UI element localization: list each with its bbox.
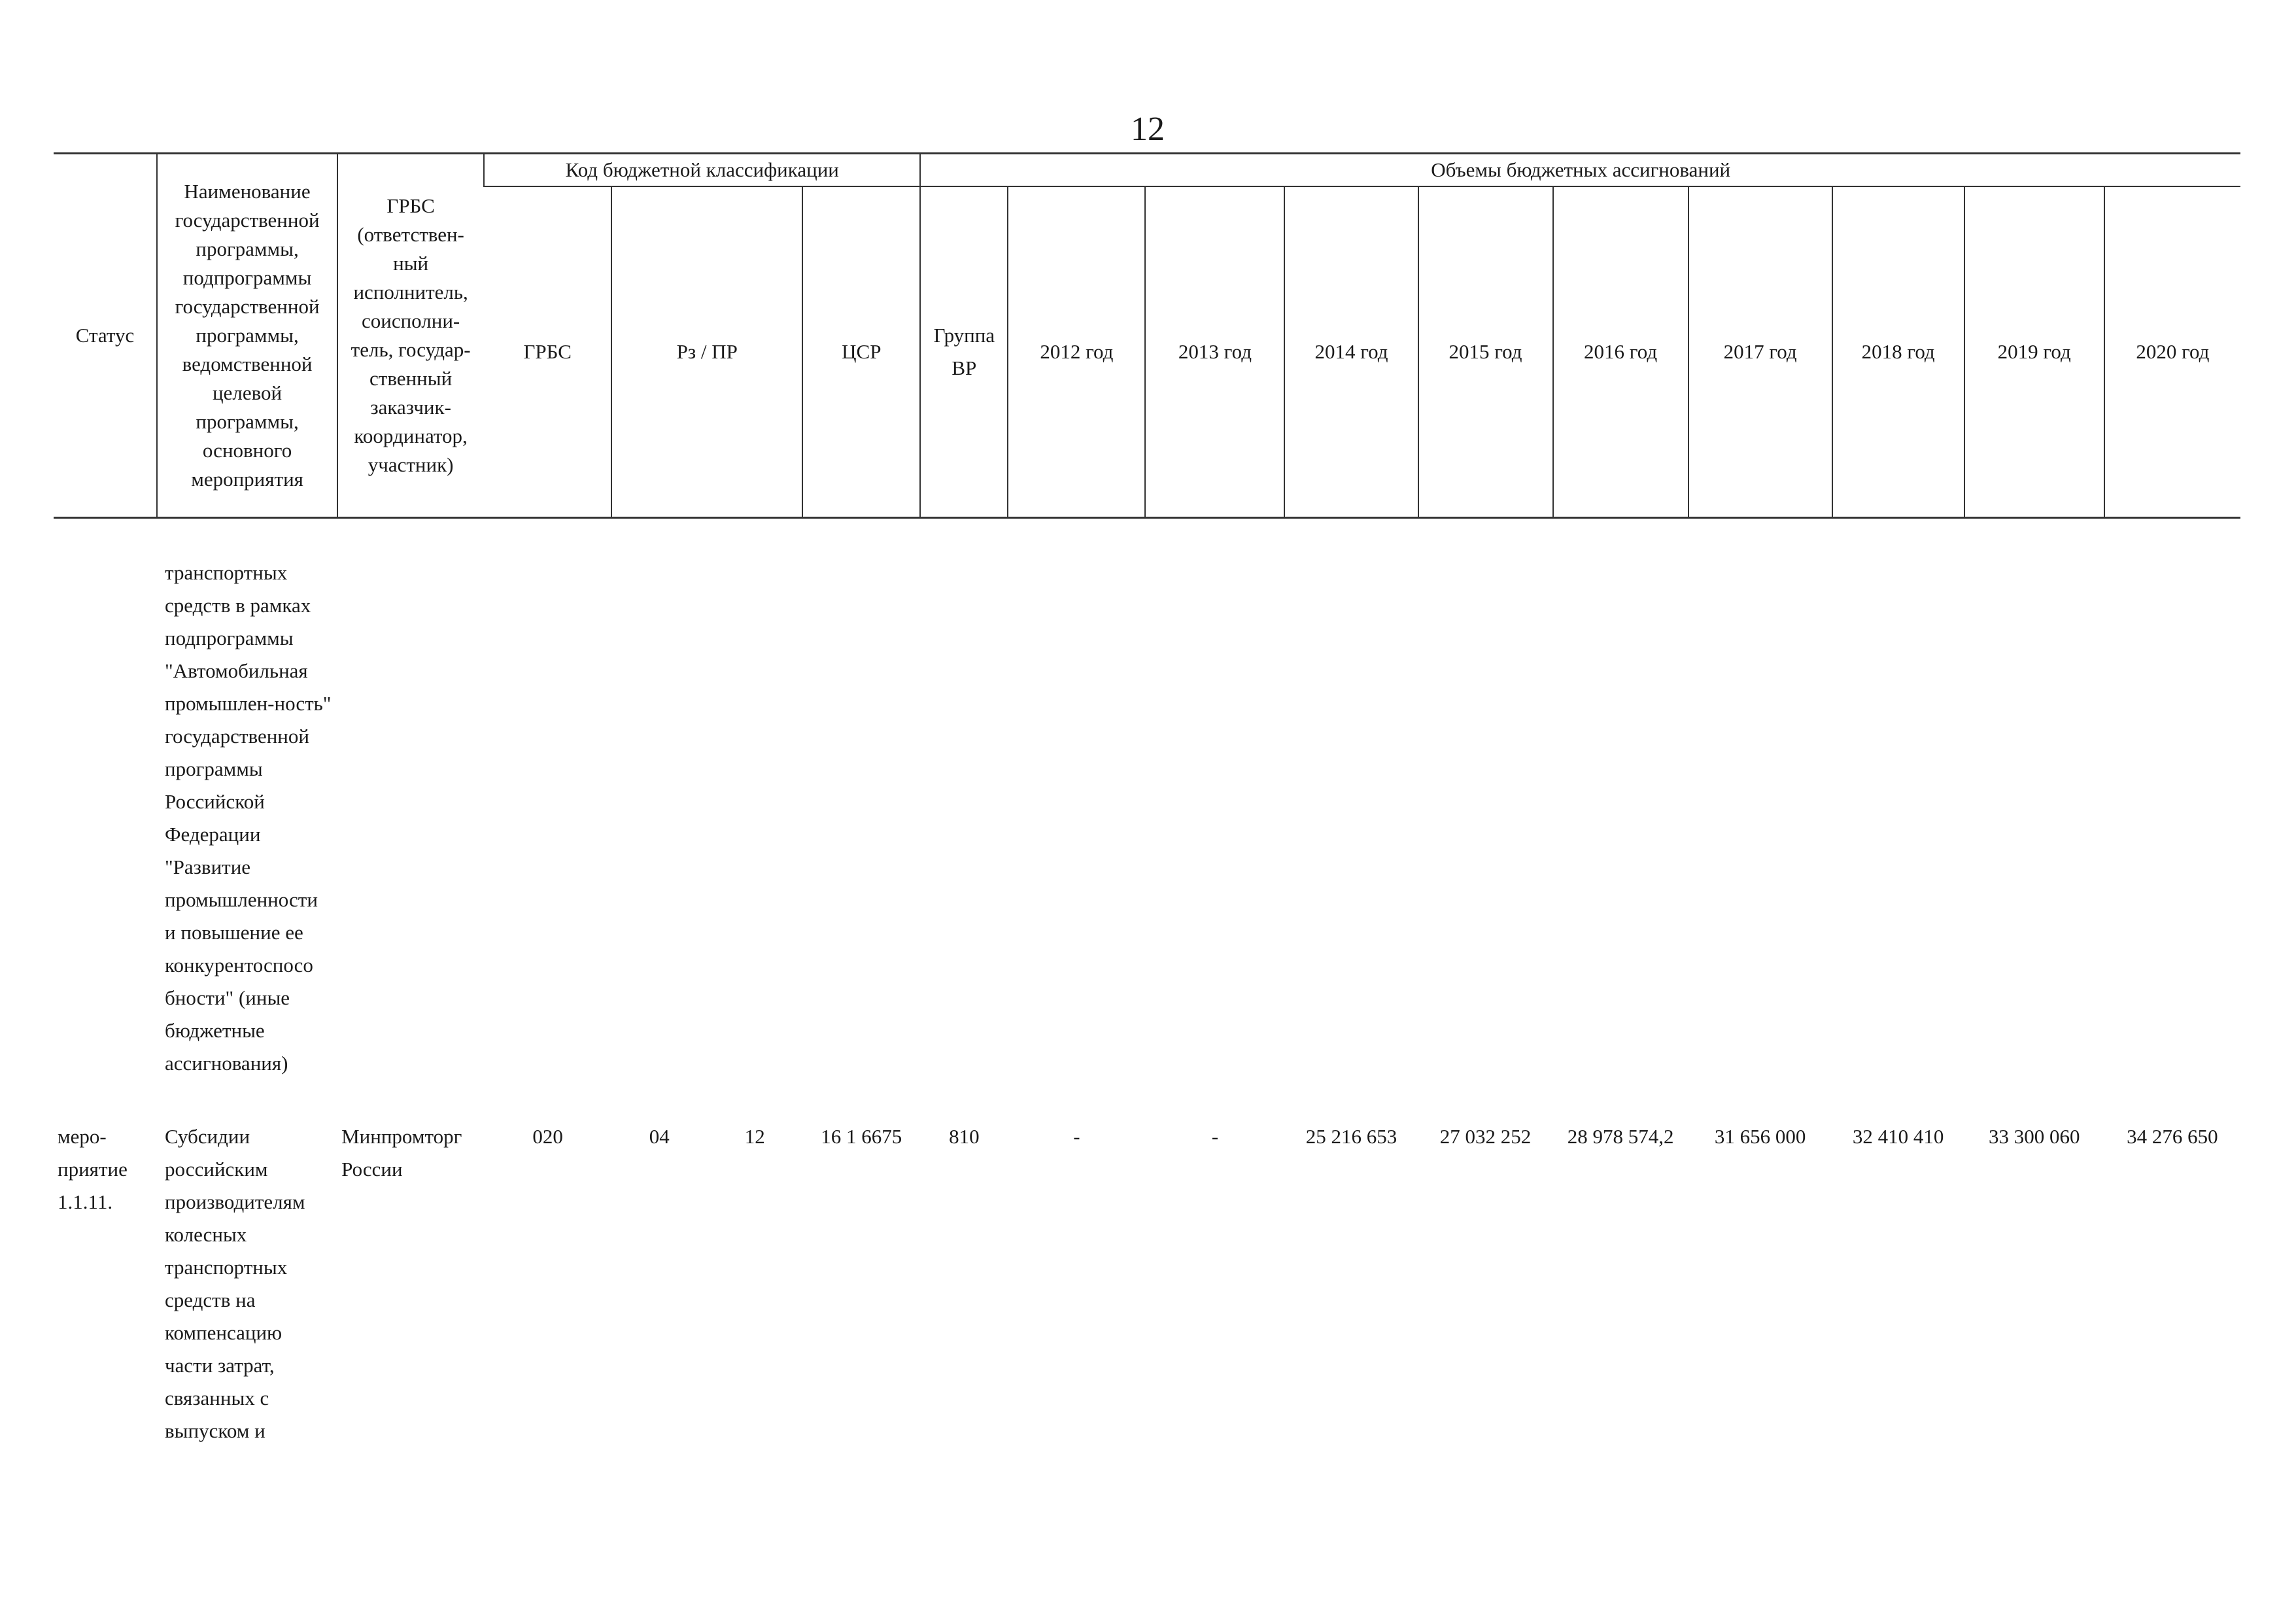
header-year-2014: 2014 год	[1284, 186, 1418, 518]
row-grbs: 020	[532, 1125, 563, 1148]
header-program-name: Наименование государственной программы, подпрограммы государственной программы, ведомственной целевой программы, основного мероприятия	[157, 154, 337, 518]
row-status	[54, 557, 157, 1080]
header-year-2017: 2017 год	[1688, 186, 1832, 518]
header-year-2015: 2015 год	[1418, 186, 1553, 518]
header-budget-volume-group: Объемы бюджетных ассигнований	[920, 154, 2240, 187]
row-vr: 810	[949, 1125, 980, 1148]
row-program-name: Субсидии российским производителям колесных транспортных средств на компенсацию части затрат, связанных с выпуском и	[165, 1125, 305, 1442]
row-value-2012: -	[1073, 1125, 1080, 1148]
row-value-2017: 31 656 000	[1714, 1125, 1806, 1148]
row-value-2020: 34 276 650	[2127, 1125, 2218, 1148]
header-year-2016: 2016 год	[1553, 186, 1688, 518]
header-budget-code-group: Код бюджетной классификации	[484, 154, 920, 187]
row-program-name: транспортных средств в рамках подпрограммы "Автомобильная промышлен-ность" государственной программы Российской Федерации "Развитие промышленности и повышение ее конкурентоспосо бности" (иные бюджетные ассигнования)	[165, 561, 332, 1075]
table-row	[54, 1120, 2240, 1447]
header-year-2012: 2012 год	[1008, 186, 1145, 518]
row-value-2018: 32 410 410	[1852, 1125, 1944, 1148]
header-grbs: ГРБС	[484, 186, 611, 518]
budget-allocations-table	[54, 152, 2240, 1447]
row-value-2014: 25 216 653	[1305, 1125, 1397, 1148]
row-value-2019: 33 300 060	[1988, 1125, 2080, 1148]
header-rz-pr: Рз / ПР	[611, 186, 802, 518]
header-year-2013: 2013 год	[1145, 186, 1284, 518]
row-grbs-responsible: Минпромторг России	[341, 1125, 462, 1181]
page-number: 12	[1131, 111, 1165, 148]
row-value-2015: 27 032 252	[1439, 1125, 1532, 1148]
table-row	[54, 557, 2240, 1080]
row-csr: 16 1 6675	[821, 1125, 902, 1148]
header-csr: ЦСР	[802, 186, 920, 518]
header-year-2020: 2020 год	[2104, 186, 2240, 518]
row-status: меро-приятие 1.1.11.	[58, 1125, 128, 1213]
row-rz: 04	[649, 1125, 670, 1148]
header-status: Статус	[54, 154, 157, 518]
header-grbs-responsible: ГРБС (ответствен-ный исполнитель, соисполни-тель, государ-ственный заказчик-координатор, участник)	[337, 154, 484, 518]
row-value-2013: -	[1211, 1125, 1219, 1148]
header-year-2019: 2019 год	[1964, 186, 2104, 518]
header-year-2018: 2018 год	[1832, 186, 1964, 518]
header-vr-group: Группа ВР	[920, 186, 1008, 518]
row-pr: 12	[744, 1125, 765, 1148]
row-value-2016: 28 978 574,2	[1567, 1125, 1674, 1148]
